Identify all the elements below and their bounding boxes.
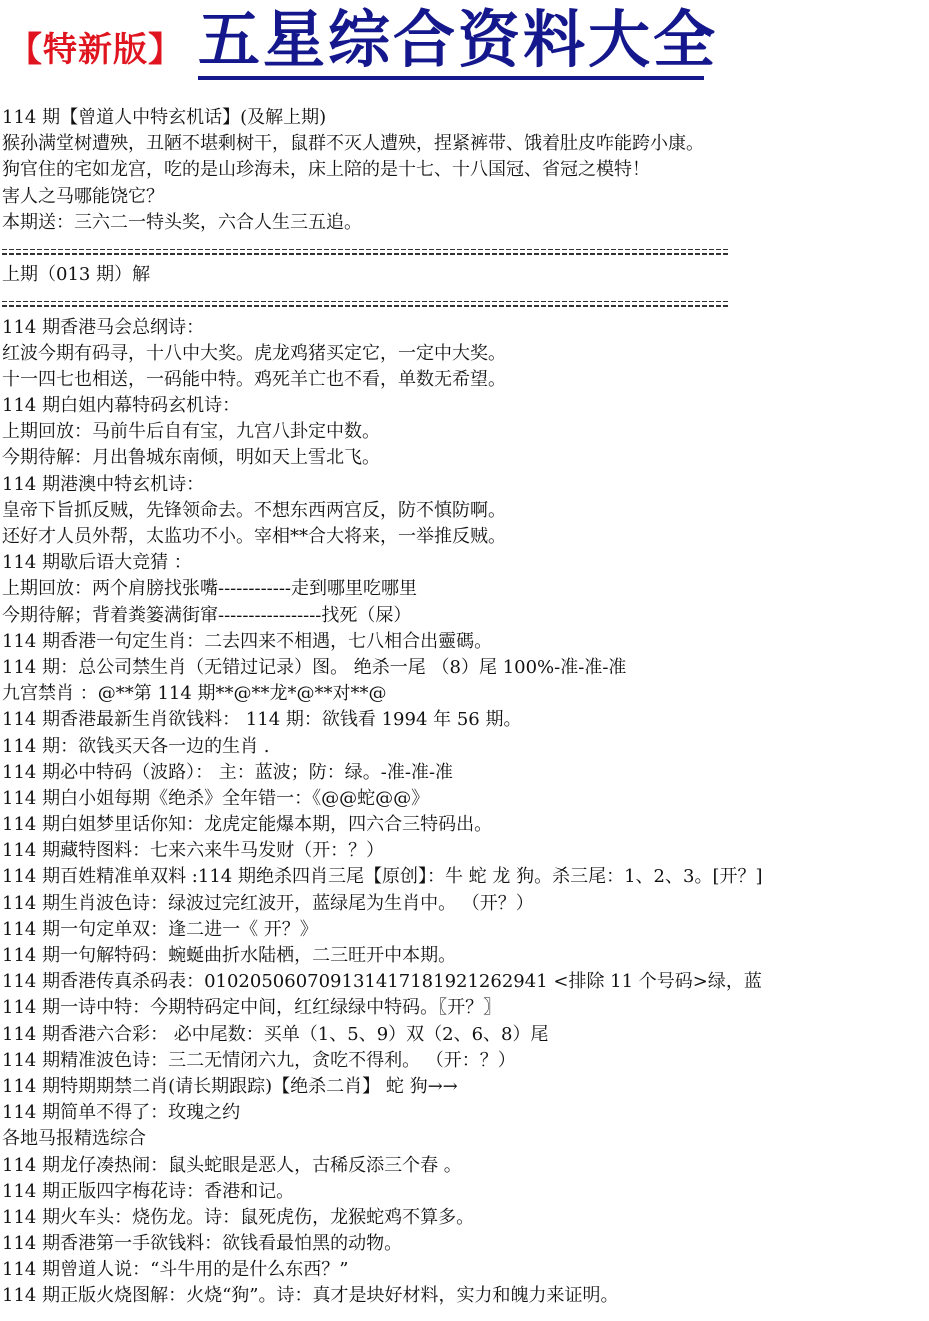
double-dashed-rule	[2, 301, 728, 307]
text-line: 114 期香港第一手欲钱料：欲钱看最怕黑的动物。	[2, 1233, 403, 1255]
text-line: 114 期一句解特码：蜿蜒曲折水陆栖，二三旺开中本期。	[2, 945, 457, 966]
text-line: 上期（013 期）解	[2, 264, 151, 286]
text-line: 上期回放：马前牛后自有宝，九宫八卦定中数。	[2, 421, 380, 443]
text-line: 上期回放：两个肩膀找张嘴------------走到哪里吃哪里	[2, 578, 417, 600]
text-line: 本期送：三六二一特头奖，六合人生三五追。	[2, 211, 362, 233]
page-title: 五星综合资料大全	[198, 3, 719, 76]
text-line: 红波今期有码寻，十八中大奖。虎龙鸡猪买定它，一定中大奖。	[2, 342, 506, 364]
text-line: 114 期香港传真杀码表：0102050607091314171819212629​41 <排除 11 个号码>绿，蓝	[2, 971, 762, 993]
text-line: 114 期精准波色诗：三二无情闭六九，贪吃不得利。 （开：？）	[2, 1049, 516, 1071]
text-line: 114 期龙仔凑热闹：鼠头蛇眼是恶人，古稀反添三个春 。	[2, 1154, 462, 1176]
text-line: 114 期歇后语大竞猜 ：	[2, 552, 192, 574]
page-header	[0, 0, 929, 92]
text-line: 114 期简单不得了：玫瑰之约	[2, 1102, 241, 1124]
separator-line	[2, 236, 927, 262]
text-line: 114 期：欲钱买天各一边的生肖 .	[2, 735, 270, 757]
text-line: 还好才人员外帮，太监功不小。宰相**合大将来，一举推反贼。	[2, 526, 506, 547]
text-line: 114 期生肖波色诗：绿波过完红波开，蓝绿尾为生肖中。 （开？）	[2, 892, 534, 914]
text-line: 114 期曾道人说：“斗牛用的是什么东西？”	[2, 1259, 349, 1281]
text-line: 十一四七也相送，一码能中特。鸡死羊亡也不看，单数无希望。	[2, 368, 506, 390]
text-line: 114 期白姐内幕特码玄机诗：	[2, 395, 241, 417]
text-line: 114 期一句定单双：逢二进一《 开？》	[2, 918, 318, 940]
text-line: 114 期特期期禁二肖(请长期跟踪)【绝杀二肖】 蛇 狗→→	[2, 1075, 458, 1097]
text-line: 114 期香港最新生肖欲钱料： 114 期：欲钱看 1994 年 56 期。	[2, 709, 522, 731]
text-line: 114 期火车头：烧伤龙。诗：鼠死虎伤，龙猴蛇鸡不算多。	[2, 1206, 475, 1228]
text-line: 114 期藏特图料：七来六来牛马发财（开：？）	[2, 840, 385, 862]
text-line: 114 期香港马会总纲诗：	[2, 316, 205, 338]
text-line: 皇帝下旨抓反贼，先锋领命去。不想东西两宫反，防不慎防啊。	[2, 499, 506, 521]
text-line: 114 期：总公司禁生肖（无错过记录）图。 绝杀一尾 （8）尾 100%-准-准-准	[2, 656, 627, 678]
text-line: 114 期正版四字梅花诗：香港和记。	[2, 1180, 295, 1202]
text-line: 猴孙满堂树遭殃，丑陋不堪剩树干，鼠群不灭人遭殃，捏紧裤带、饿着肚皮咋能跨小康。	[2, 133, 704, 155]
text-line: 114 期正版火烧图解：火烧“狗”。诗：真才是块好材料，实力和魄力来证明。	[2, 1285, 619, 1307]
text-line: 114 期一诗中特：今期特码定中间，红红绿绿中特码。〖开？〗	[2, 997, 502, 1019]
text-line: 狗官住的宅如龙宫，吃的是山珍海未，床上陪的是十七、十八国冠、省冠之模特！	[2, 159, 650, 181]
text-line: 114 期港澳中特玄机诗：	[2, 473, 205, 495]
separator-line	[2, 288, 927, 314]
text-line: 114 期必中特码（波路）： 主：蓝波；防：绿。-准-准-准	[2, 761, 454, 783]
text-line: 九宫禁肖 ：@**第 114 期**@**龙*@**对**@	[2, 683, 387, 705]
document-body	[2, 105, 927, 1310]
edition-badge: 【特新版】	[8, 30, 183, 70]
text-line: 害人之马哪能饶它？	[2, 185, 164, 207]
title-underline	[198, 76, 704, 80]
text-line: 114 期百姓精准单双料 :114 期绝杀四肖三尾【原创】：牛 蛇 龙 狗。杀三尾：1、2、3。[开？]	[2, 866, 763, 888]
text-line: 今期待解；背着粪篓满街窜-----------------找死（屎）	[2, 604, 412, 626]
text-line: 114 期香港六合彩： 必中尾数：买单（1、5、9）双（2、6、8）尾	[2, 1023, 549, 1045]
text-line: 114 期香港一句定生肖：二去四来不相遇，七八相合出靈碼。	[2, 630, 493, 652]
text-line: 114 期白小姐每期《绝杀》全年错一：《@@蛇@@》	[2, 787, 430, 809]
text-line: 各地马报精选综合	[2, 1128, 146, 1150]
double-dashed-rule	[2, 249, 728, 255]
text-line: 今期待解：月出鲁城东南倾，明如天上雪北飞。	[2, 447, 380, 469]
text-line: 114 期【曾道人中特玄机话】(及解上期)	[2, 107, 327, 128]
text-line: 114 期白姐梦里话你知：龙虎定能爆本期，四六合三特码出。	[2, 814, 493, 836]
